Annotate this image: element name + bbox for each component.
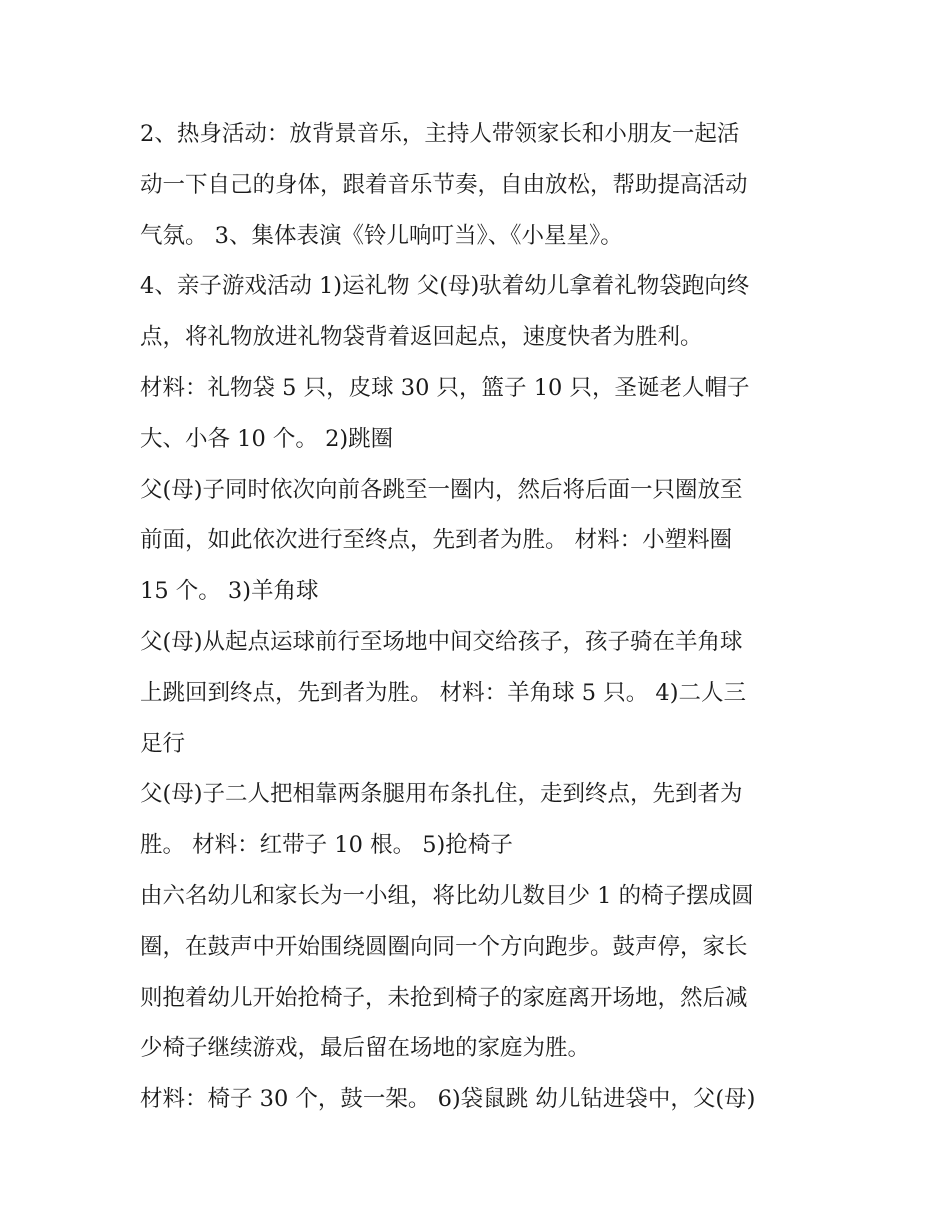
text-line: 圈，在鼓声中开始围绕圆圈向同一个方向跑步。鼓声停，家长 xyxy=(140,933,748,960)
text-line: 大、小各 10 个。 2)跳圈 xyxy=(140,425,394,452)
text-line: 动一下自己的身体，跟着音乐节奏，自由放松，帮助提高活动 xyxy=(140,171,748,198)
text-line: 由六名幼儿和家长为一小组，将比幼儿数目少 1 的椅子摆成圆 xyxy=(140,882,754,909)
text-line: 父(母)子二人把相靠两条腿用布条扎住，走到终点，先到者为 xyxy=(140,781,743,808)
text-line: 足行 xyxy=(140,730,186,757)
text-line: 少椅子继续游戏，最后留在场地的家庭为胜。 xyxy=(140,1035,591,1062)
text-line: 4、亲子游戏活动 1)运礼物 父(母)驮着幼儿拿着礼物袋跑向终 xyxy=(140,273,750,300)
text-line: 胜。 材料：红带子 10 根。 5)抢椅子 xyxy=(140,832,513,859)
text-line: 材料：礼物袋 5 只，皮球 30 只，篮子 10 只，圣诞老人帽子 xyxy=(140,374,750,401)
text-line: 父(母)从起点运球前行至场地中间交给孩子，孩子骑在羊角球 xyxy=(140,628,743,655)
text-line: 材料：椅子 30 个，鼓一架。 6)袋鼠跳 幼儿钻进袋中，父(母) xyxy=(140,1086,756,1113)
text-line: 前面，如此依次进行至终点，先到者为胜。 材料：小塑料圈 xyxy=(140,527,733,554)
text-line: 2、热身活动：放背景音乐，主持人带领家长和小朋友一起活 xyxy=(140,121,740,147)
text-line: 15 个。 3)羊角球 xyxy=(140,578,319,605)
text-line: 则抱着幼儿开始抢椅子，未抢到椅子的家庭离开场地，然后减 xyxy=(140,984,748,1011)
text-line: 气氛。 3、集体表演《铃儿响叮当》、《小星星》。 xyxy=(140,222,623,249)
text-line: 父(母)子同时依次向前各跳至一圈内，然后将后面一只圈放至 xyxy=(140,476,743,503)
document-body xyxy=(140,109,830,1125)
text-line: 上跳回到终点，先到者为胜。 材料：羊角球 5 只。 4)二人三 xyxy=(140,679,747,706)
text-line: 点，将礼物放进礼物袋背着返回起点，速度快者为胜利。 xyxy=(140,324,703,351)
